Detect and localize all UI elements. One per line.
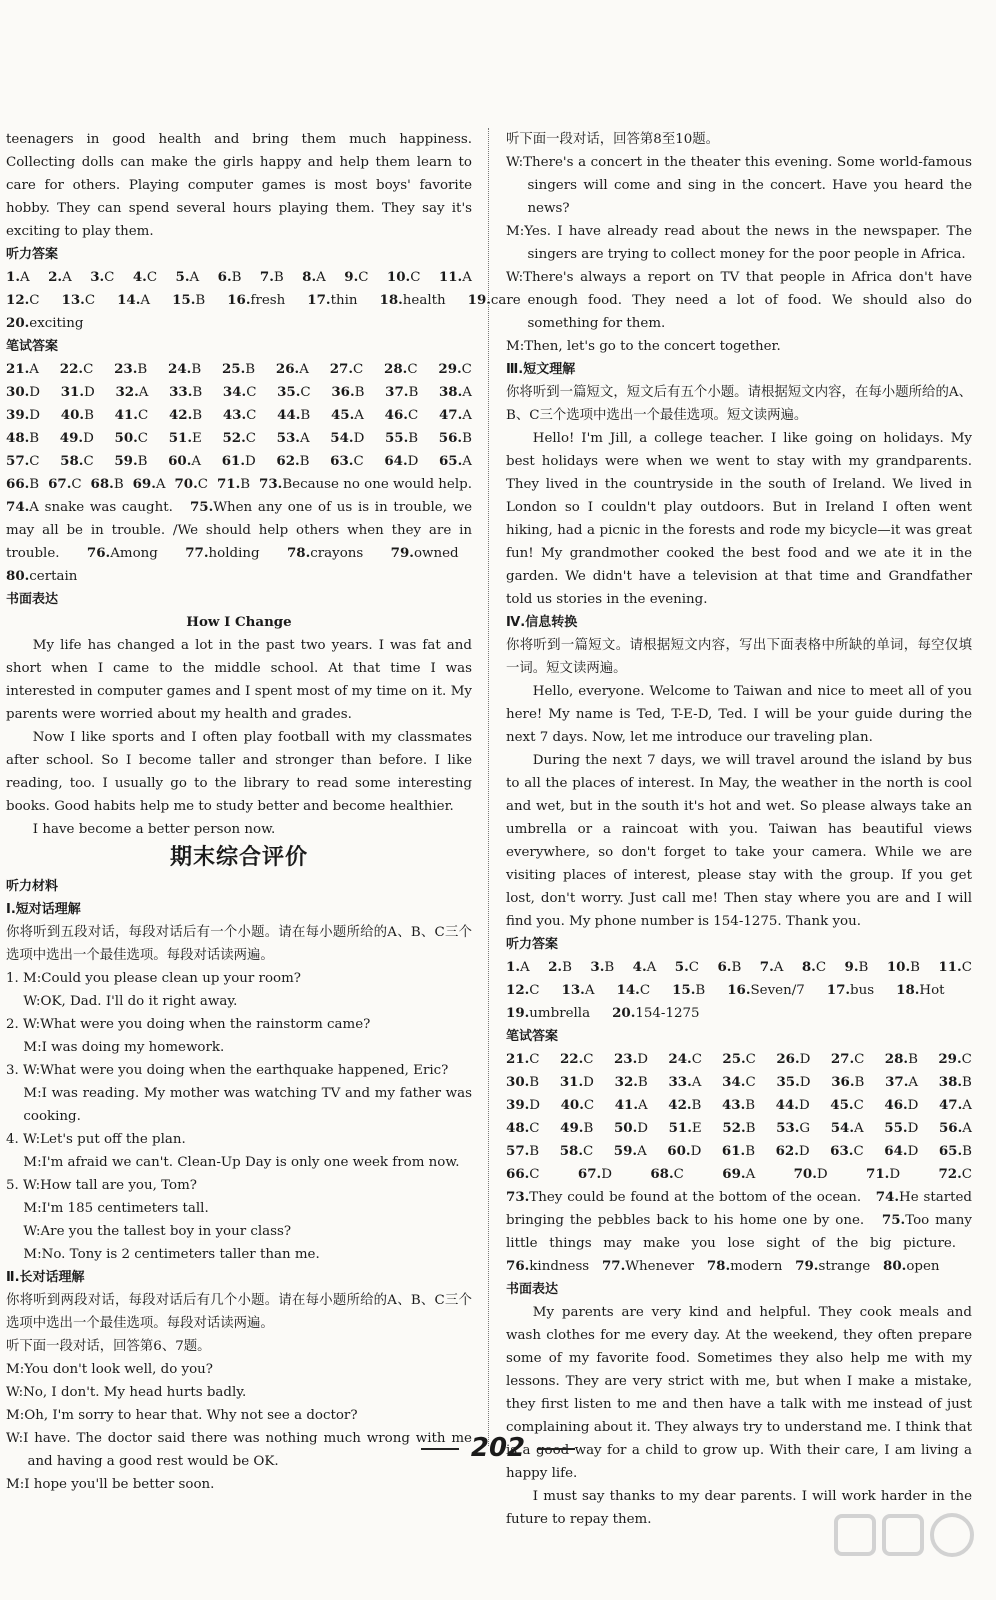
answer-item: 53.A — [276, 430, 310, 446]
answer-item: 7.B — [259, 269, 284, 285]
answer-row-66-b: 66.C 67.D 68.C 69.A 70.D 71.D 72.C — [506, 1166, 972, 1182]
part1-instructions: 你将听到五段对话，每段对话后有一个小题。请在每小题所给的A、B、C三个选项中选出一个最佳选项。每段对话读两遍。 — [6, 925, 472, 963]
answer-item: 8.C — [801, 959, 827, 975]
answer-item: 42.B — [668, 1097, 702, 1113]
dialog-line: 3. W:What were you doing when the earthquake happened, Eric? — [6, 1063, 449, 1078]
answer-item: 5.A — [175, 269, 200, 285]
answer-item: 58.C — [60, 453, 94, 469]
essay-paragraph-2: Now I like sports and I often play football with my classmates after school. So I become taller and stronger than before. I like reading, too. I usually go to the library to read some interesting books. Good habits help me to study better and become healthier. — [6, 730, 472, 814]
answer-item: 49.D — [59, 430, 94, 446]
writing-heading-2: 书面表达 — [506, 1282, 559, 1297]
answer-item: 31.D — [60, 384, 95, 400]
answer-row — [6, 427, 472, 450]
answer-item: 51.E — [168, 430, 202, 446]
answer-item: 15.B — [672, 982, 706, 998]
answer-item: 27.C — [830, 1051, 865, 1067]
answer-row — [506, 979, 972, 1002]
answer-item: 4.A — [632, 959, 657, 975]
answer-item: 31.D — [559, 1074, 594, 1090]
answer-row — [506, 1048, 972, 1071]
answer-item: 37.A — [885, 1074, 919, 1090]
answer-item: 57.C — [6, 453, 40, 469]
answer-item: 21.A — [6, 361, 39, 377]
dialog-line: M:I'm afraid we can't. Clean-Up Day is only one week from now. — [23, 1155, 460, 1170]
answer-item: 40.C — [560, 1097, 595, 1113]
answer-item: 38.B — [938, 1074, 972, 1090]
answer-row — [506, 1140, 972, 1163]
answer-row — [506, 1117, 972, 1140]
answer-item: 3.B — [590, 959, 615, 975]
answer-item: 61.D — [221, 453, 256, 469]
answer-item: 45.A — [330, 407, 364, 423]
answer-item: 33.A — [668, 1074, 702, 1090]
answer-item: 46.D — [884, 1097, 919, 1113]
answer-item: 14.A — [117, 292, 151, 308]
answer-row — [6, 358, 472, 381]
listening-material-heading: 听力材料 — [6, 879, 59, 894]
page-number-dash-right — [537, 1448, 575, 1450]
answer-item: 44.D — [775, 1097, 810, 1113]
watermark-logo — [828, 1510, 978, 1590]
listening-answers-2 — [506, 956, 972, 1025]
essay-title: How I Change — [186, 614, 292, 630]
answer-item: 59.A — [613, 1143, 647, 1159]
answer-item: 33.B — [169, 384, 203, 400]
answer-item: 60.A — [168, 453, 202, 469]
dialog-line: M:Oh, I'm sorry to hear that. Why not see a doctor? — [6, 1408, 358, 1423]
answer-row — [506, 956, 972, 979]
long-dialog-1 — [6, 1358, 472, 1496]
dialog-line: M:Then, let's go to the concert together. — [506, 339, 781, 354]
long-dialog-2 — [506, 151, 972, 358]
part2-heading: Ⅱ.长对话理解 — [6, 1270, 85, 1285]
answer-item: 16.fresh — [227, 292, 286, 308]
part3-heading: Ⅲ.短文理解 — [506, 362, 576, 377]
answer-item: 65.A — [438, 453, 472, 469]
answer-item: 41.A — [614, 1097, 648, 1113]
answer-item: 10.B — [886, 959, 920, 975]
answer-row — [6, 404, 472, 427]
answer-item: 26.D — [776, 1051, 811, 1067]
answer-item: 32.A — [115, 384, 149, 400]
answer-item: 30.D — [6, 384, 41, 400]
answer-item: 25.C — [722, 1051, 756, 1067]
answer-item: 45.C — [830, 1097, 864, 1113]
answer-item: 30.B — [506, 1074, 540, 1090]
written-answers-2 — [506, 1048, 972, 1163]
part3-text: Hello! I'm Jill, a college teacher. I like going on holidays. My best holidays were when we went to stay with my grandparents. They lived in the countryside in the south of Ireland. We lived in London so I couldn't play outdoors. But in Ireland I often went hiking, had a picnic in the forests and rode my bicycle—it was great fun! My grandmother cooked the best food and we ate it in the garden. We didn't have a television at that time and Grandfather told us stories in the evening. — [506, 431, 972, 607]
answer-item: 13.C — [61, 292, 96, 308]
answer-74-75: 74.A snake was caught. 75.When any one of us is in trouble, we may all be in trouble. /We should help others when they are in trouble. 76.Among 77.holding 78.crayons 79.owned 80.certain — [6, 499, 472, 584]
answer-item: 19.care — [467, 292, 521, 308]
dialog-line: W:OK, Dad. I'll do it right away. — [23, 994, 238, 1009]
answer-item: 10.C — [386, 269, 421, 285]
answer-item: 13.A — [561, 982, 595, 998]
answer-73-80-b: 73.They could be found at the bottom of the ocean. 74.He started bringing the pebbles back to his home one by one. 75.Too many little things may make you lose sight of the big picture. 76.kindness 77.Whenever 78.modern 79.strange 80.open — [506, 1189, 972, 1274]
part4-instructions: 你将听到一篇短文。请根据短文内容，写出下面表格中所缺的单词，每空仅填一词。短文读两遍。 — [506, 638, 972, 676]
answer-item: 34.C — [722, 1074, 756, 1090]
answer-item: 58.C — [559, 1143, 594, 1159]
answer-item: 9.B — [844, 959, 869, 975]
answer-item: 39.D — [6, 407, 41, 423]
answer-item: 28.B — [884, 1051, 918, 1067]
answer-item: 5.C — [674, 959, 700, 975]
part4-paragraph-1: Hello, everyone. Welcome to Taiwan and nice to meet all of you here! My name is Ted, T-E-D, Ted. I will be your guide during the next 7 days. Now, let me introduce our traveling plan. — [506, 684, 972, 745]
answer-item: 22.C — [59, 361, 94, 377]
dialog-line: W:I have. The doctor said there was nothing much wrong with me and having a good rest would be OK. — [6, 1431, 472, 1469]
dialog-line: W:Are you the tallest boy in your class? — [23, 1224, 292, 1239]
answer-item: 21.C — [506, 1051, 540, 1067]
answer-row — [6, 450, 472, 473]
answer-item: 53.G — [776, 1120, 811, 1136]
answer-item: 28.C — [384, 361, 418, 377]
answer-item: 24.B — [168, 361, 202, 377]
answer-row-66: 66.B 67.C 68.B 69.A 70.C 71.B 73.Because no one would help. — [6, 476, 472, 492]
answer-item: 17.thin — [307, 292, 358, 308]
answer-item: 47.A — [438, 407, 472, 423]
answer-item: 22.C — [559, 1051, 594, 1067]
answer-item: 1.A — [6, 269, 30, 285]
answer-item: 43.B — [721, 1097, 756, 1113]
answer-row — [6, 289, 521, 312]
answer-item: 61.B — [721, 1143, 756, 1159]
answer-item: 40.B — [60, 407, 94, 423]
dialog-line: 4. W:Let's put off the plan. — [6, 1132, 186, 1147]
part1-heading: Ⅰ.短对话理解 — [6, 902, 81, 917]
answer-item: 6.B — [717, 959, 742, 975]
answer-item: 18.Hot — [896, 982, 945, 998]
part2-subtitle: 听下面一段对话，回答第6、7题。 — [6, 1339, 211, 1354]
answer-item: 23.D — [613, 1051, 648, 1067]
answer-item: 12.C — [6, 292, 40, 308]
answer-item: 34.C — [222, 384, 257, 400]
answer-item: 18.health — [379, 292, 446, 308]
answer-item: 63.C — [830, 1143, 864, 1159]
answer-item: 36.B — [331, 384, 365, 400]
answer-row — [506, 1002, 972, 1025]
essay-paragraph-3: I have become a better person now. — [32, 822, 276, 837]
answer-item: 64.D — [884, 1143, 919, 1159]
answer-item: 44.B — [277, 407, 311, 423]
dialog-line: 5. W:How tall are you, Tom? — [6, 1178, 197, 1193]
dialog-line: M:You don't look well, do you? — [6, 1362, 213, 1377]
part3-instructions: 你将听到一篇短文，短文后有五个小题。请根据短文内容，在每小题所给的A、B、C三个选项中选出一个最佳选项。短文读两遍。 — [506, 385, 972, 423]
answer-item: 60.D — [667, 1143, 702, 1159]
page-number-dash-left — [421, 1448, 459, 1450]
answer-item: 8.A — [302, 269, 326, 285]
answer-row — [506, 1094, 972, 1117]
dialog-line: W:There's always a report on TV that people in Africa don't have enough food. They need a lot of food. We should also do something for them. — [506, 270, 972, 331]
written-answers-heading: 笔试答案 — [6, 339, 59, 354]
answer-item: 35.C — [277, 384, 311, 400]
answer-item: 3.C — [90, 269, 115, 285]
answer-item: 62.D — [775, 1143, 810, 1159]
essay-paragraph-1: My life has changed a lot in the past two years. I was fat and short when I came to the middle school. At that time I was interested in computer games and I spent most of my time on it. My parents were worried about my health and grades. — [6, 638, 472, 722]
answer-item: 47.A — [938, 1097, 972, 1113]
watermark-seal-icon — [828, 1510, 978, 1566]
dialog-line: 2. W:What were you doing when the rainstorm came? — [6, 1017, 371, 1032]
answer-item: 11.A — [438, 269, 472, 285]
answer-item: 50.D — [613, 1120, 648, 1136]
answer-item: 49.B — [560, 1120, 594, 1136]
answer-item: 56.A — [938, 1120, 972, 1136]
answer-item: 29.C — [438, 361, 472, 377]
answer-item: 19.umbrella — [506, 1005, 591, 1021]
answer-item: 23.B — [114, 361, 148, 377]
written-answers-heading-2: 笔试答案 — [506, 1029, 559, 1044]
answer-item: 52.C — [222, 430, 256, 446]
dialog-line: 1. M:Could you please clean up your room? — [6, 971, 301, 986]
answer-item: 48.C — [506, 1120, 540, 1136]
listening-answers-heading-2: 听力答案 — [506, 937, 559, 952]
answer-item: 42.B — [168, 407, 203, 423]
answer-item: 25.B — [221, 361, 256, 377]
answer-item: 15.B — [172, 292, 206, 308]
part4-paragraph-2: During the next 7 days, we will travel around the island by bus to all the places of interest. In May, the weather in the north is cool and wet, but in the south it's hot and wet. So please always take an umbrella or a raincoat with you. Taiwan has beautiful views everywhere, so don't forget to take your camera. While we are visiting places of interest, please stay with the group. If you get lost, don't worry. Just call me! Then stay where you are and I will find you. My phone number is 154-1275. Thank you. — [506, 753, 972, 929]
dialog-line: W:No, I don't. My head hurts badly. — [6, 1385, 247, 1400]
answer-item: 57.B — [506, 1143, 540, 1159]
answer-item: 26.A — [275, 361, 309, 377]
dialog-subtitle: 听下面一段对话，回答第8至10题。 — [506, 132, 720, 147]
dialog-line: M:I hope you'll be better soon. — [6, 1477, 215, 1492]
answer-item: 29.C — [938, 1051, 972, 1067]
answer-item: 17.bus — [826, 982, 875, 998]
essay2-paragraph-2: I must say thanks to my dear parents. I will work harder in the future to repay them. — [506, 1489, 972, 1527]
answer-item: 38.A — [438, 384, 472, 400]
page-number: 202 — [0, 1433, 996, 1463]
answer-row — [6, 381, 472, 404]
listening-answers-heading: 听力答案 — [6, 247, 59, 262]
answer-item: 12.C — [506, 982, 540, 998]
answer-item: 2.A — [48, 269, 72, 285]
intro-paragraph: teenagers in good health and bring them much happiness. Collecting dolls can make the girls happy and help them learn to care for others. Playing computer games is most boys' favorite hobby. They can spend several hours playing them. They say it's exciting to play them. — [6, 132, 472, 239]
answer-item: 52.B — [722, 1120, 756, 1136]
answer-item: 46.C — [384, 407, 419, 423]
dialog-line: M:Yes. I have already read about the news in the newspaper. The singers are trying to collect money for the poor people in Africa. — [506, 224, 972, 262]
answer-item: 54.D — [330, 430, 365, 446]
answer-item: 4.C — [132, 269, 158, 285]
answer-item: 2.B — [548, 959, 572, 975]
dialog-line: M:No. Tony is 2 centimeters taller than me. — [23, 1247, 320, 1262]
answer-item: 51.E — [668, 1120, 702, 1136]
answer-item: 48.B — [6, 430, 40, 446]
answer-row — [6, 312, 472, 335]
answer-item: 20.154-1275 — [612, 1005, 700, 1021]
essay2-paragraph-1: My parents are very kind and helpful. They cook meals and wash clothes for me every day. At the weekend, they often prepare some of my favorite food. Sometimes they also help me with my lessons. They are very strict with me, but when I make a mistake, they first listen to me and then have a talk with me instead of just complaining about it. They always try to understand me. I think that is a good way for a child to grow up. With their care, I am living a happy life. — [506, 1305, 972, 1481]
writing-heading: 书面表达 — [6, 592, 59, 607]
written-answers — [6, 358, 472, 473]
final-exam-title: 期末综合评价 — [169, 845, 308, 870]
answer-item: 62.B — [276, 453, 310, 469]
answer-item: 24.C — [668, 1051, 702, 1067]
answer-item: 55.D — [884, 1120, 919, 1136]
answer-item: 50.C — [114, 430, 149, 446]
answer-item: 36.B — [831, 1074, 865, 1090]
right-column — [506, 128, 972, 1531]
dialog-line: M:I'm 185 centimeters tall. — [23, 1201, 209, 1216]
answer-item: 9.C — [344, 269, 369, 285]
answer-item: 32.B — [614, 1074, 648, 1090]
answer-item: 6.B — [217, 269, 242, 285]
answer-item: 56.B — [438, 430, 472, 446]
short-dialogs — [6, 967, 472, 1266]
answer-item: 27.C — [329, 361, 364, 377]
answer-item: 20.exciting — [6, 315, 84, 331]
answer-item: 14.C — [616, 982, 651, 998]
answer-item: 63.C — [330, 453, 364, 469]
answer-item: 37.B — [385, 384, 419, 400]
answer-item: 59.B — [114, 453, 148, 469]
answer-item: 39.D — [506, 1097, 541, 1113]
dialog-line: W:There's a concert in the theater this evening. Some world-famous singers will come and sing in the concert. Have you heard the news? — [506, 155, 972, 216]
answer-item: 11.C — [938, 959, 972, 975]
answer-item: 54.A — [830, 1120, 864, 1136]
part2-instructions: 你将听到两段对话，每段对话后有几个小题。请在每小题所给的A、B、C三个选项中选出一个最佳选项。每段对话读两遍。 — [6, 1293, 472, 1331]
dialog-line: M:I was doing my homework. — [23, 1040, 225, 1055]
answer-item: 7.A — [759, 959, 784, 975]
answer-item: 65.B — [938, 1143, 972, 1159]
part4-heading: Ⅳ.信息转换 — [506, 615, 578, 630]
answer-item: 43.C — [222, 407, 257, 423]
answer-item: 35.D — [776, 1074, 811, 1090]
listening-answers — [6, 266, 521, 335]
answer-item: 64.D — [384, 453, 419, 469]
column-divider — [488, 128, 489, 1446]
answer-item: 41.C — [114, 407, 149, 423]
answer-row — [506, 1071, 972, 1094]
answer-item: 1.A — [506, 959, 530, 975]
answer-item: 16.Seven/7 — [727, 982, 805, 998]
dialog-line: M:I was reading. My mother was watching TV and my father was cooking. — [23, 1086, 472, 1124]
answer-item: 55.B — [384, 430, 419, 446]
answer-row — [6, 266, 472, 289]
